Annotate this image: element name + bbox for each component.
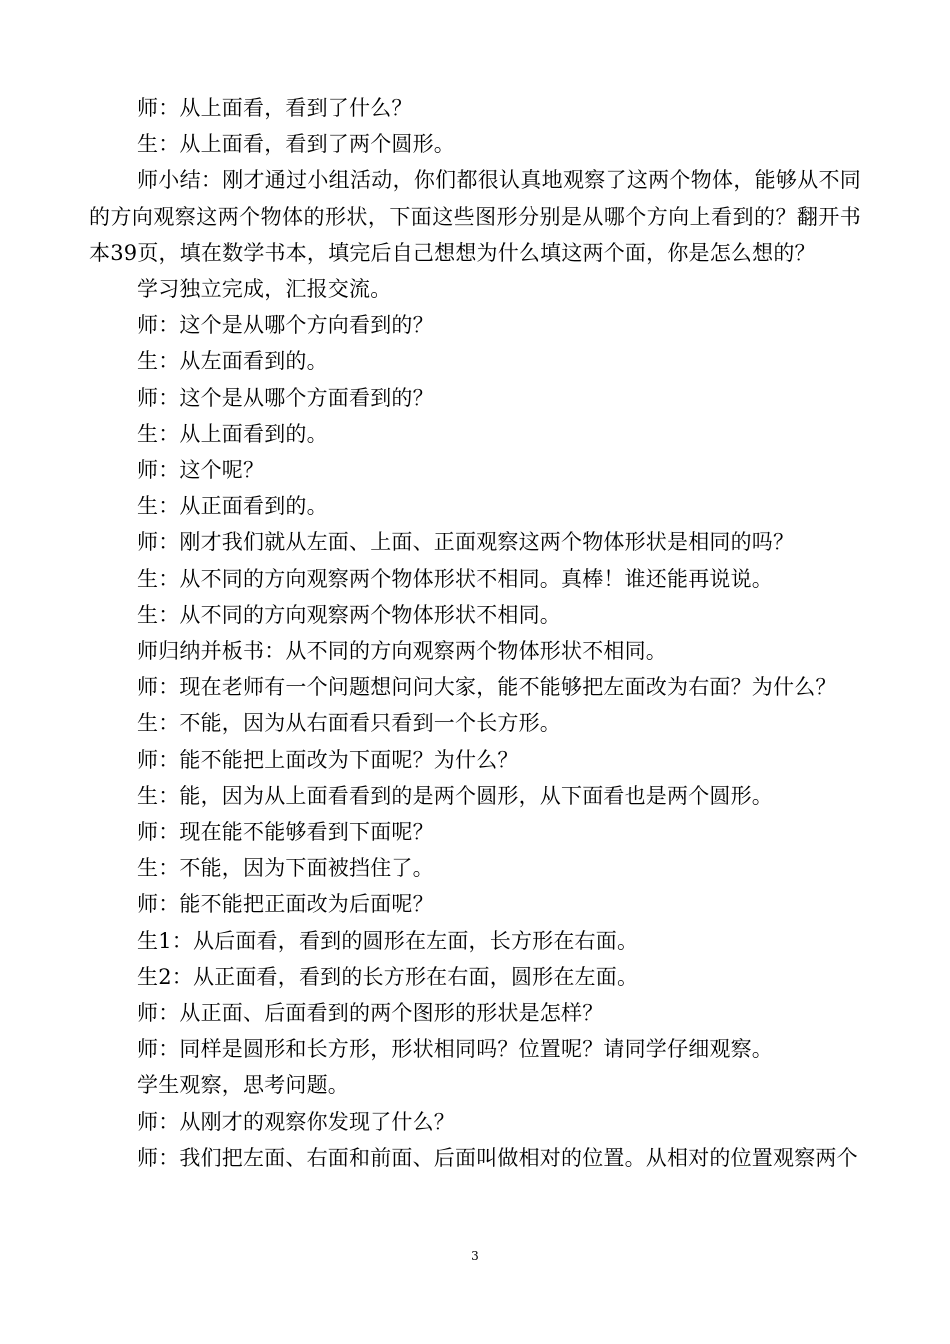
paragraph: 师：能不能把上面改为下面呢？为什么？ — [137, 747, 519, 772]
paragraph: 生：从左面看到的。 — [137, 349, 328, 374]
paragraph: 学生观察，思考问题。 — [137, 1073, 349, 1098]
paragraph: 师：刚才我们就从左面、上面、正面观察这两个物体形状是相同的吗？ — [137, 530, 795, 555]
paragraph: 生：从不同的方向观察两个物体形状不相同。真棒！谁还能再说说。 — [137, 566, 773, 591]
paragraph: 生：从上面看，看到了两个圆形。 — [137, 132, 455, 157]
paragraph: 师：同样是圆形和长方形，形状相同吗？位置呢？请同学仔细观察。 — [137, 1037, 773, 1062]
paragraph: 师：这个是从哪个方面看到的？ — [137, 385, 434, 410]
paragraph: 生2：从正面看，看到的长方形在右面，圆形在左面。 — [137, 964, 639, 989]
paragraph: 师：能不能把正面改为后面呢？ — [137, 892, 434, 917]
paragraph: 师归纳并板书：从不同的方向观察两个物体形状不相同。 — [137, 639, 667, 664]
paragraph: 师：现在老师有一个问题想问问大家，能不能够把左面改为右面？为什么？ — [137, 675, 837, 700]
paragraph: 生：从不同的方向观察两个物体形状不相同。 — [137, 602, 561, 627]
paragraph: 师：从刚才的观察你发现了什么？ — [137, 1109, 455, 1134]
paragraph: 师：我们把左面、右面和前面、后面叫做相对的位置。从相对的位置观察两个 — [137, 1145, 858, 1170]
document-body — [89, 90, 861, 1176]
paragraph: 师：从正面、后面看到的两个图形的形状是怎样？ — [137, 1001, 604, 1026]
paragraph: 学习独立完成，汇报交流。 — [137, 277, 392, 302]
paragraph: 生：从上面看到的。 — [137, 421, 328, 446]
paragraph: 生：从正面看到的。 — [137, 494, 328, 519]
paragraph: 生：能，因为从上面看看到的是两个圆形，从下面看也是两个圆形。 — [137, 783, 773, 808]
paragraph: 生：不能，因为下面被挡住了。 — [137, 856, 434, 881]
page-number: 3 — [471, 1249, 479, 1263]
paragraph: 生1：从后面看，看到的圆形在左面，长方形在右面。 — [137, 928, 639, 953]
paragraph: 师：现在能不能够看到下面呢？ — [137, 820, 434, 845]
paragraph: 师：从上面看，看到了什么？ — [137, 96, 413, 120]
paragraph: 师：这个是从哪个方向看到的？ — [137, 313, 434, 338]
paragraph: 师：这个呢？ — [137, 458, 265, 483]
paragraph: 师小结：刚才通过小组活动，你们都很认真地观察了这两个物体，能够从不同的方向观察这两个物体的形状，下面这些图形分别是从哪个方向上看到的？翻开书本39页，填在数学书本，填完后自己想想为什么填这两个面，你是怎么想的？ — [89, 168, 861, 265]
paragraph: 生：不能，因为从右面看只看到一个长方形。 — [137, 711, 561, 736]
